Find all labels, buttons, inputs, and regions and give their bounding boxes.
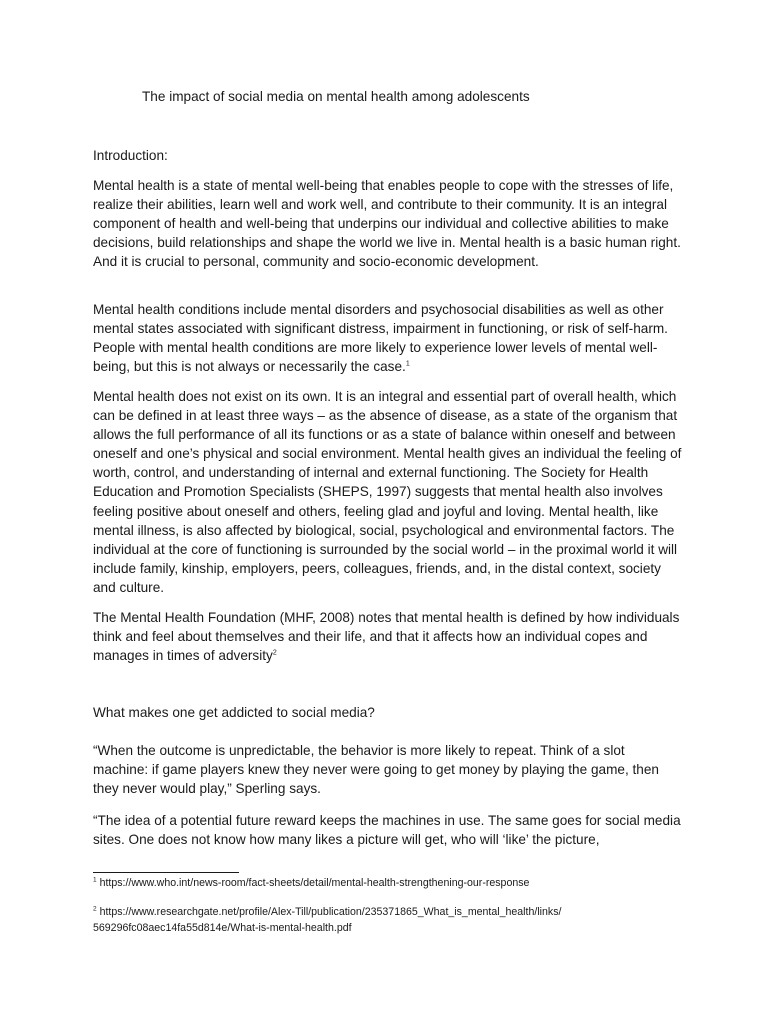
footnote-1-number: 1	[93, 876, 97, 884]
paragraph-4	[93, 608, 683, 665]
paragraph-1: Mental health is a state of mental well-being that enables people to cope with the stresses of life, realize their abilities, learn well and work well, and contribute to their community. It is an integral component of health and well-being that underpins our individual and collective abilities to make decisions, build relationships and shape the world we live in. Mental health is a basic human right. And it is crucial to personal, community and socio-economic development.	[93, 178, 681, 270]
footnote-2-link-line1[interactable]: https://www.researchgate.net/profile/Alex-Till/publication/235371865_What_is_mental_health/links/	[99, 906, 562, 918]
footnote-1-link[interactable]: https://www.who.int/news-room/fact-sheets/detail/mental-health-strengthening-our-response	[99, 877, 530, 889]
footnote-2-link-line2[interactable]: 569296fc08aec14fa55d814e/What-is-mental-health.pdf	[93, 921, 352, 934]
footnote-separator	[93, 872, 239, 873]
document-title: The impact of social media on mental health among adolescents	[142, 89, 530, 104]
quote-paragraph-1: “When the outcome is unpredictable, the behavior is more likely to repeat. Think of a slot machine: if game players knew they never were going to get money by playing the game, then they never would play,” Sperling says.	[93, 743, 659, 797]
paragraph-3: Mental health does not exist on its own. It is an integral and essential part of overall health, which can be defined in at least three ways – as the absence of disease, as a state of the organism that allows the full performance of all its functions or as a state of balance within oneself and between oneself and one’s physical and social environment. Mental health gives an individual the feeling of worth, control, and understanding of internal and external functioning. The Society for Health Education and Promotion Specialists (SHEPS, 1997) suggests that mental health also involves feeling positive about oneself and others, feeling glad and joyful and loving. Mental health, like mental illness, is also affected by biological, social, psychological and environmental factors. The individual at the core of functioning is surrounded by the social world – in the proximal world it will include family, kinship, employers, peers, colleagues, friends, and, in the distal context, society and culture.	[93, 389, 682, 595]
introduction-heading: Introduction:	[93, 148, 168, 163]
quote-paragraph-2: “The idea of a potential future reward keeps the machines in use. The same goes for social media sites. One does not know how many likes a picture will get, who will ‘like’ the picture,	[93, 813, 681, 848]
footnote-ref-2: 2	[272, 649, 277, 657]
footnote-2	[93, 905, 693, 936]
paragraph-4-text: The Mental Health Foundation (MHF, 2008) notes that mental health is defined by how individuals think and feel about themselves and their life, and that it affects how an individual copes and manages in times of adversity	[93, 610, 680, 664]
footnote-2-number: 2	[93, 905, 97, 913]
footnote-ref-1: 1	[405, 360, 410, 368]
paragraph-2	[93, 300, 683, 376]
paragraph-2-text: Mental health conditions include mental disorders and psychosocial disabilities as well as other mental states associated with significant distress, impairment in functioning, or risk of self-harm. People with mental health conditions are more likely to experience lower levels of mental well-being, but this is not always or necessarily the case.	[93, 302, 668, 375]
footnote-1	[93, 876, 693, 892]
addiction-heading: What makes one get addicted to social media?	[93, 705, 375, 720]
